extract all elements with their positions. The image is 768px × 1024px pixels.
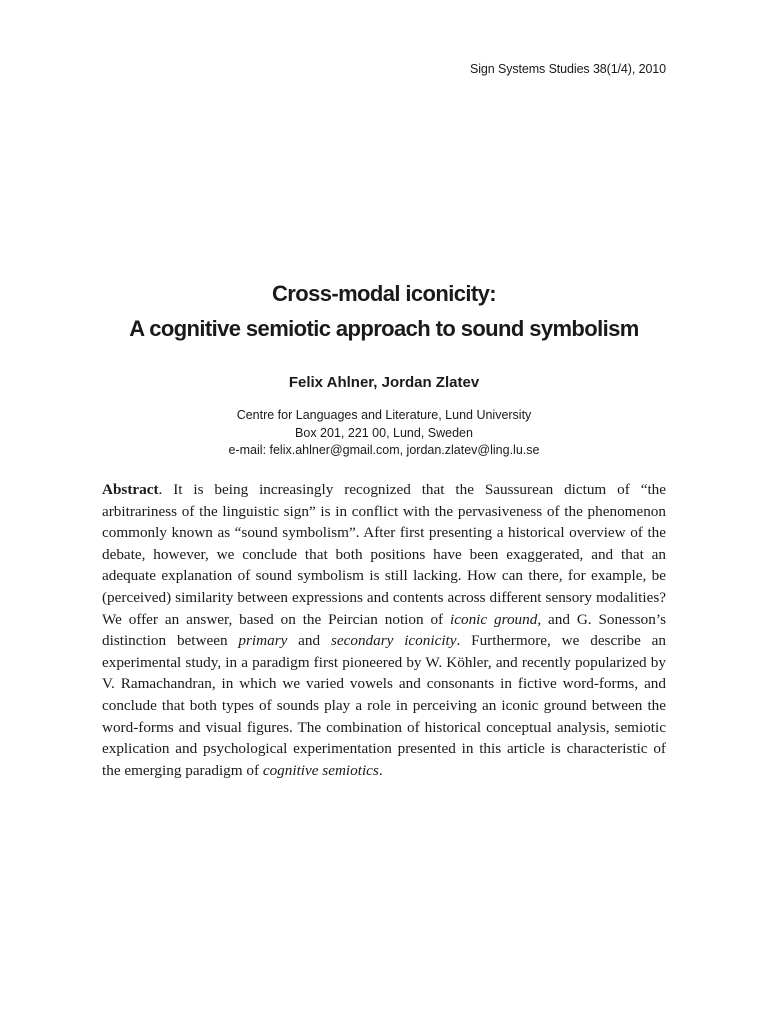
abstract-text-2: , and G. Sonesson’s distinction between (102, 610, 666, 650)
abstract-label: Abstract (102, 481, 159, 498)
abstract-emphasis-primary: primary (238, 632, 288, 650)
title-line-1: Cross-modal iconicity: (272, 281, 496, 306)
article-title (0, 276, 768, 346)
journal-citation: Sign Systems Studies 38(1/4), 2010 (469, 62, 666, 76)
abstract-text-4: . Furthermore, we describe an experimental study, in a paradigm first pioneered by W. Köhler, and recently popularized by V. Ramachandran, in which we varied vowels and consonants in fictive word-forms, and conclude that both types of sounds play a role in perceiving an iconic ground between the word-forms and visual figures. The combination of historical conceptual analysis, semiotic explication and psychological experimentation presented in this article is characteristic of the emerging paradigm of (102, 632, 666, 779)
abstract-emphasis-cognitive-semiotics: cognitive semiotics (262, 761, 379, 779)
affiliation-email: e-mail: felix.ahlner@gmail.com, jordan.zlatev@ling.lu.se (228, 443, 540, 457)
abstract-paragraph (102, 479, 666, 781)
abstract-emphasis-iconic-ground: iconic ground (450, 610, 538, 628)
affiliation-address: Box 201, 221 00, Lund, Sweden (295, 425, 473, 440)
abstract-text-1: . It is being increasingly recognized that the Saussurean dictum of “the arbitrariness of the linguistic sign” is in conflict with the pervasiveness of the phenomenon commonly known as “sound symbolism”. After first presenting a historical overview of the debate, however, we conclude that both positions have been exaggerated, and that an adequate explanation of sound symbolism is still lacking. How can there, for example, be (perceived) similarity between expressions and contents across different sensory modalities? We offer an answer, based on the Peircian notion of (102, 481, 666, 628)
affiliation-institution: Centre for Languages and Literature, Lund University (236, 408, 532, 422)
abstract-text-5: . (378, 761, 383, 779)
abstract-text-3: and (287, 632, 331, 650)
author-affiliation (0, 407, 768, 460)
author-names: Felix Ahlner, Jordan Zlatev (288, 374, 480, 391)
abstract-emphasis-secondary-iconicity: secondary iconicity (330, 632, 457, 650)
title-line-2: A cognitive semiotic approach to sound symbolism (129, 316, 639, 341)
